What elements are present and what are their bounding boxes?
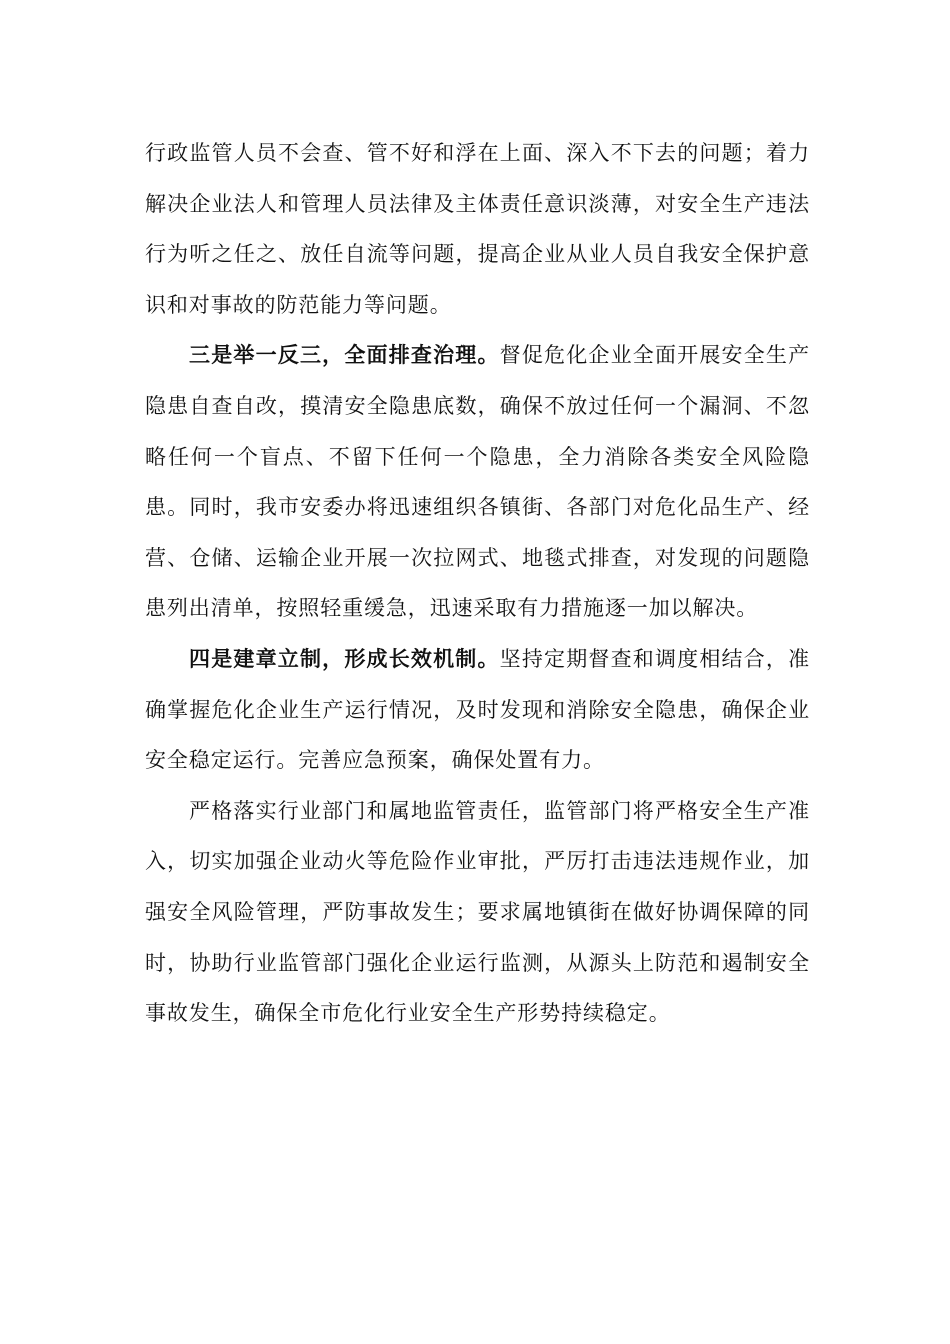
- document-body: [145, 128, 810, 1039]
- paragraph-text: 督促危化企业全面开展安全生产隐患自查自改，摸清安全隐患底数，确保不放过任何一个漏洞、不忽略任何一个盲点、不留下任何一个隐患，全力消除各类安全风险隐患。同时，我市安委办将迅速组织各镇街、各部门对危化品生产、经营、仓储、运输企业开展一次拉网式、地毯式排查，对发现的问题隐患列出清单，按照轻重缓急，迅速采取有力措施逐一加以解决。: [145, 343, 810, 621]
- paragraph-lead-heading: 四是建章立制，形成长效机制。: [189, 646, 500, 671]
- paragraph-continuation: [145, 128, 810, 330]
- paragraph-responsibility: [145, 786, 810, 1039]
- paragraph-text: 严格落实行业部门和属地监管责任，监管部门将严格安全生产准入，切实加强企业动火等危险作业审批，严厉打击违法违规作业，加强安全风险管理，严防事故发生；要求属地镇街在做好协调保障的同时，协助行业监管部门强化企业运行监测，从源头上防范和遏制安全事故发生，确保全市危化行业安全生产形势持续稳定。: [145, 798, 810, 1026]
- paragraph-section-three: [145, 330, 810, 634]
- paragraph-text: 坚持定期督查和调度相结合，准确掌握危化企业生产运行情况，及时发现和消除安全隐患，确保企业安全稳定运行。完善应急预案，确保处置有力。: [145, 646, 810, 773]
- paragraph-section-four: [145, 634, 810, 786]
- paragraph-lead-heading: 三是举一反三，全面排查治理。: [189, 343, 500, 368]
- paragraph-text: 行政监管人员不会查、管不好和浮在上面、深入不下去的问题；着力解决企业法人和管理人员法律及主体责任意识淡薄，对安全生产违法行为听之任之、放任自流等问题，提高企业从业人员自我安全保护意识和对事故的防范能力等问题。: [145, 141, 810, 317]
